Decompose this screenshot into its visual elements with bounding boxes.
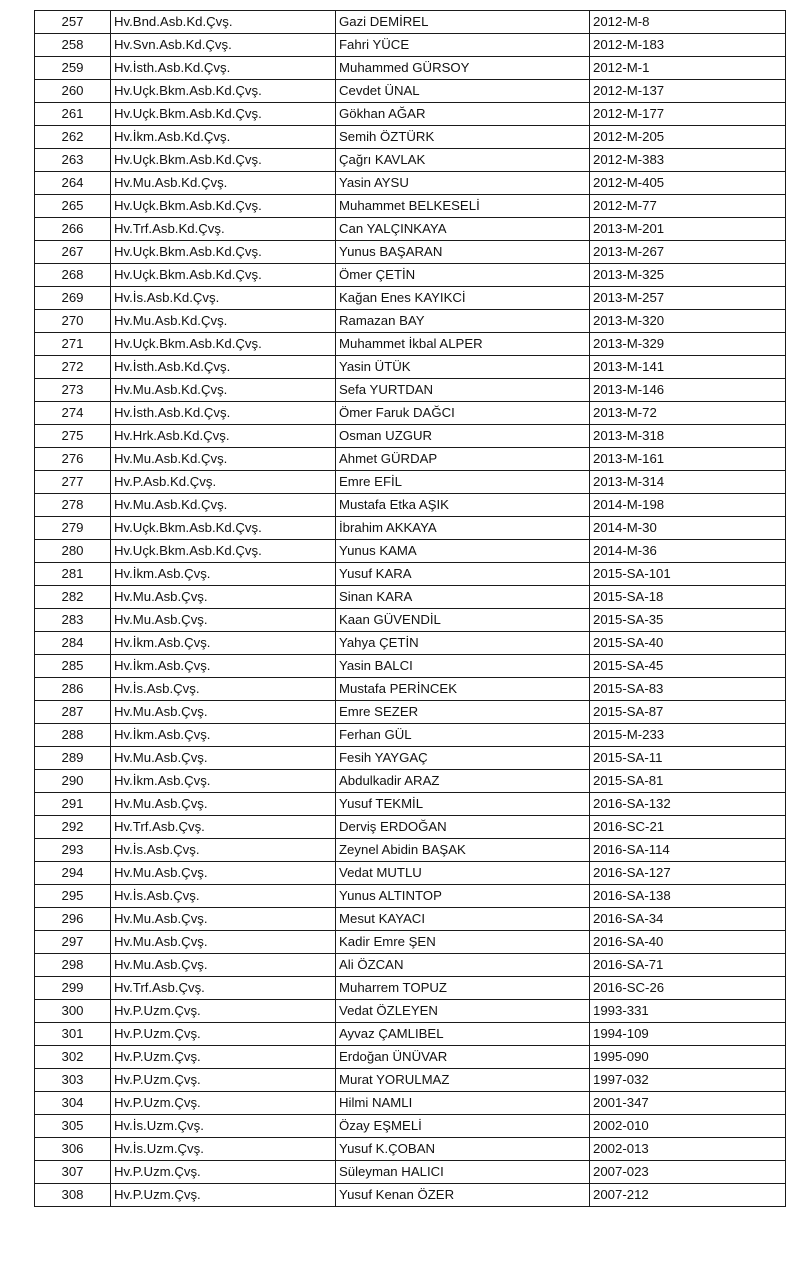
cell-row-number: 284	[35, 632, 111, 655]
cell-full-name: Can YALÇINKAYA	[336, 218, 590, 241]
cell-rank: Hv.P.Uzm.Çvş.	[111, 1184, 336, 1207]
cell-rank: Hv.İkm.Asb.Kd.Çvş.	[111, 126, 336, 149]
cell-full-name: Yusuf KARA	[336, 563, 590, 586]
cell-row-number: 272	[35, 356, 111, 379]
cell-full-name: Mustafa PERİNCEK	[336, 678, 590, 701]
cell-rank: Hv.Uçk.Bkm.Asb.Kd.Çvş.	[111, 149, 336, 172]
cell-registry-number: 2016-SA-40	[590, 931, 786, 954]
table-row	[35, 402, 786, 425]
cell-row-number: 259	[35, 57, 111, 80]
cell-row-number: 302	[35, 1046, 111, 1069]
cell-full-name: Yusuf TEKMİL	[336, 793, 590, 816]
cell-registry-number: 2015-SA-35	[590, 609, 786, 632]
cell-registry-number: 2002-010	[590, 1115, 786, 1138]
table-row	[35, 977, 786, 1000]
cell-full-name: Yahya ÇETİN	[336, 632, 590, 655]
table-row	[35, 34, 786, 57]
cell-row-number: 279	[35, 517, 111, 540]
cell-registry-number: 2015-SA-11	[590, 747, 786, 770]
table-row	[35, 241, 786, 264]
cell-full-name: Mesut KAYACI	[336, 908, 590, 931]
cell-row-number: 301	[35, 1023, 111, 1046]
table-row	[35, 57, 786, 80]
cell-full-name: Kağan Enes KAYIKCİ	[336, 287, 590, 310]
cell-rank: Hv.Mu.Asb.Kd.Çvş.	[111, 494, 336, 517]
cell-full-name: Yunus BAŞARAN	[336, 241, 590, 264]
cell-row-number: 262	[35, 126, 111, 149]
cell-rank: Hv.Hrk.Asb.Kd.Çvş.	[111, 425, 336, 448]
table-row	[35, 655, 786, 678]
cell-row-number: 292	[35, 816, 111, 839]
cell-rank: Hv.Trf.Asb.Çvş.	[111, 977, 336, 1000]
cell-row-number: 276	[35, 448, 111, 471]
cell-rank: Hv.P.Uzm.Çvş.	[111, 1092, 336, 1115]
cell-row-number: 308	[35, 1184, 111, 1207]
cell-full-name: Ayvaz ÇAMLIBEL	[336, 1023, 590, 1046]
cell-row-number: 266	[35, 218, 111, 241]
cell-full-name: Vedat ÖZLEYEN	[336, 1000, 590, 1023]
cell-row-number: 288	[35, 724, 111, 747]
cell-rank: Hv.İsth.Asb.Kd.Çvş.	[111, 356, 336, 379]
cell-row-number: 306	[35, 1138, 111, 1161]
cell-row-number: 299	[35, 977, 111, 1000]
cell-registry-number: 2013-M-201	[590, 218, 786, 241]
cell-registry-number: 2014-M-30	[590, 517, 786, 540]
cell-full-name: Cevdet ÜNAL	[336, 80, 590, 103]
cell-registry-number: 2016-SC-21	[590, 816, 786, 839]
table-row	[35, 586, 786, 609]
cell-rank: Hv.P.Uzm.Çvş.	[111, 1161, 336, 1184]
cell-rank: Hv.İs.Asb.Çvş.	[111, 678, 336, 701]
cell-full-name: Semih ÖZTÜRK	[336, 126, 590, 149]
cell-full-name: Emre SEZER	[336, 701, 590, 724]
cell-registry-number: 2012-M-8	[590, 11, 786, 34]
table-row	[35, 1000, 786, 1023]
cell-rank: Hv.Mu.Asb.Çvş.	[111, 609, 336, 632]
cell-full-name: Ömer ÇETİN	[336, 264, 590, 287]
table-row	[35, 632, 786, 655]
table-row	[35, 1161, 786, 1184]
cell-full-name: Yusuf Kenan ÖZER	[336, 1184, 590, 1207]
cell-full-name: Emre EFİL	[336, 471, 590, 494]
cell-registry-number: 2013-M-320	[590, 310, 786, 333]
cell-rank: Hv.İkm.Asb.Çvş.	[111, 655, 336, 678]
cell-row-number: 273	[35, 379, 111, 402]
table-row	[35, 356, 786, 379]
cell-full-name: Yasin BALCI	[336, 655, 590, 678]
cell-row-number: 282	[35, 586, 111, 609]
cell-registry-number: 2015-SA-83	[590, 678, 786, 701]
cell-rank: Hv.Uçk.Bkm.Asb.Kd.Çvş.	[111, 333, 336, 356]
cell-registry-number: 2012-M-383	[590, 149, 786, 172]
cell-rank: Hv.Mu.Asb.Çvş.	[111, 701, 336, 724]
cell-registry-number: 2013-M-318	[590, 425, 786, 448]
table-row	[35, 1184, 786, 1207]
cell-registry-number: 2007-023	[590, 1161, 786, 1184]
cell-full-name: Gökhan AĞAR	[336, 103, 590, 126]
cell-rank: Hv.İsth.Asb.Kd.Çvş.	[111, 402, 336, 425]
cell-full-name: Kadir Emre ŞEN	[336, 931, 590, 954]
cell-registry-number: 2012-M-137	[590, 80, 786, 103]
cell-rank: Hv.Mu.Asb.Çvş.	[111, 793, 336, 816]
cell-rank: Hv.Uçk.Bkm.Asb.Kd.Çvş.	[111, 80, 336, 103]
cell-row-number: 285	[35, 655, 111, 678]
cell-row-number: 270	[35, 310, 111, 333]
table-row	[35, 494, 786, 517]
table-row	[35, 471, 786, 494]
cell-full-name: Muhammet BELKESELİ	[336, 195, 590, 218]
personnel-table	[34, 10, 786, 1207]
cell-row-number: 297	[35, 931, 111, 954]
cell-registry-number: 2013-M-314	[590, 471, 786, 494]
cell-registry-number: 1993-331	[590, 1000, 786, 1023]
cell-row-number: 295	[35, 885, 111, 908]
table-row	[35, 609, 786, 632]
cell-row-number: 294	[35, 862, 111, 885]
cell-row-number: 283	[35, 609, 111, 632]
cell-rank: Hv.Bnd.Asb.Kd.Çvş.	[111, 11, 336, 34]
cell-rank: Hv.İs.Asb.Çvş.	[111, 839, 336, 862]
cell-full-name: Sefa YURTDAN	[336, 379, 590, 402]
cell-row-number: 257	[35, 11, 111, 34]
cell-full-name: Çağrı KAVLAK	[336, 149, 590, 172]
cell-row-number: 300	[35, 1000, 111, 1023]
table-row	[35, 724, 786, 747]
cell-rank: Hv.Mu.Asb.Kd.Çvş.	[111, 448, 336, 471]
cell-full-name: Yunus KAMA	[336, 540, 590, 563]
table-row	[35, 425, 786, 448]
cell-full-name: Sinan KARA	[336, 586, 590, 609]
cell-full-name: Muhammed GÜRSOY	[336, 57, 590, 80]
table-row	[35, 1069, 786, 1092]
cell-rank: Hv.Mu.Asb.Çvş.	[111, 586, 336, 609]
cell-registry-number: 2013-M-267	[590, 241, 786, 264]
cell-rank: Hv.Uçk.Bkm.Asb.Kd.Çvş.	[111, 241, 336, 264]
table-row	[35, 287, 786, 310]
cell-row-number: 268	[35, 264, 111, 287]
cell-row-number: 304	[35, 1092, 111, 1115]
cell-row-number: 260	[35, 80, 111, 103]
cell-full-name: Muharrem TOPUZ	[336, 977, 590, 1000]
cell-registry-number: 1995-090	[590, 1046, 786, 1069]
cell-rank: Hv.P.Uzm.Çvş.	[111, 1023, 336, 1046]
cell-full-name: Abdulkadir ARAZ	[336, 770, 590, 793]
cell-rank: Hv.Uçk.Bkm.Asb.Kd.Çvş.	[111, 517, 336, 540]
table-row	[35, 333, 786, 356]
cell-registry-number: 2015-SA-81	[590, 770, 786, 793]
cell-full-name: Erdoğan ÜNÜVAR	[336, 1046, 590, 1069]
table-row	[35, 448, 786, 471]
cell-registry-number: 2012-M-405	[590, 172, 786, 195]
cell-row-number: 274	[35, 402, 111, 425]
cell-row-number: 286	[35, 678, 111, 701]
cell-rank: Hv.Uçk.Bkm.Asb.Kd.Çvş.	[111, 103, 336, 126]
cell-rank: Hv.İkm.Asb.Çvş.	[111, 632, 336, 655]
cell-row-number: 290	[35, 770, 111, 793]
table-row	[35, 862, 786, 885]
cell-full-name: Ramazan BAY	[336, 310, 590, 333]
cell-row-number: 296	[35, 908, 111, 931]
table-row	[35, 816, 786, 839]
cell-row-number: 280	[35, 540, 111, 563]
cell-row-number: 275	[35, 425, 111, 448]
cell-rank: Hv.Mu.Asb.Çvş.	[111, 747, 336, 770]
table-row	[35, 126, 786, 149]
table-row	[35, 563, 786, 586]
cell-registry-number: 2012-M-205	[590, 126, 786, 149]
cell-rank: Hv.İkm.Asb.Çvş.	[111, 563, 336, 586]
cell-registry-number: 2016-SA-71	[590, 954, 786, 977]
cell-row-number: 263	[35, 149, 111, 172]
cell-rank: Hv.Svn.Asb.Kd.Çvş.	[111, 34, 336, 57]
table-row	[35, 310, 786, 333]
table-row	[35, 149, 786, 172]
cell-rank: Hv.Uçk.Bkm.Asb.Kd.Çvş.	[111, 540, 336, 563]
cell-row-number: 281	[35, 563, 111, 586]
cell-rank: Hv.Mu.Asb.Çvş.	[111, 931, 336, 954]
table-row	[35, 264, 786, 287]
cell-rank: Hv.İsth.Asb.Kd.Çvş.	[111, 57, 336, 80]
cell-full-name: Fahri YÜCE	[336, 34, 590, 57]
cell-full-name: Mustafa Etka AŞIK	[336, 494, 590, 517]
cell-registry-number: 2013-M-141	[590, 356, 786, 379]
cell-rank: Hv.İkm.Asb.Çvş.	[111, 770, 336, 793]
cell-row-number: 269	[35, 287, 111, 310]
cell-full-name: Vedat MUTLU	[336, 862, 590, 885]
table-row	[35, 218, 786, 241]
cell-row-number: 293	[35, 839, 111, 862]
cell-rank: Hv.Mu.Asb.Kd.Çvş.	[111, 310, 336, 333]
cell-full-name: Hilmi NAMLI	[336, 1092, 590, 1115]
table-row	[35, 747, 786, 770]
cell-rank: Hv.P.Uzm.Çvş.	[111, 1046, 336, 1069]
cell-registry-number: 2002-013	[590, 1138, 786, 1161]
table-row	[35, 678, 786, 701]
cell-rank: Hv.Trf.Asb.Çvş.	[111, 816, 336, 839]
table-row	[35, 701, 786, 724]
table-row	[35, 11, 786, 34]
cell-full-name: Özay EŞMELİ	[336, 1115, 590, 1138]
cell-rank: Hv.P.Asb.Kd.Çvş.	[111, 471, 336, 494]
table-row	[35, 908, 786, 931]
cell-row-number: 258	[35, 34, 111, 57]
cell-rank: Hv.Uçk.Bkm.Asb.Kd.Çvş.	[111, 264, 336, 287]
cell-rank: Hv.Mu.Asb.Çvş.	[111, 908, 336, 931]
table-row	[35, 103, 786, 126]
cell-full-name: Yunus ALTINTOP	[336, 885, 590, 908]
table-row	[35, 540, 786, 563]
cell-registry-number: 2016-SA-132	[590, 793, 786, 816]
cell-registry-number: 2013-M-329	[590, 333, 786, 356]
cell-full-name: Süleyman HALICI	[336, 1161, 590, 1184]
cell-registry-number: 2016-SA-34	[590, 908, 786, 931]
cell-registry-number: 1997-032	[590, 1069, 786, 1092]
table-row	[35, 1023, 786, 1046]
table-row	[35, 931, 786, 954]
cell-full-name: İbrahim AKKAYA	[336, 517, 590, 540]
cell-registry-number: 2013-M-72	[590, 402, 786, 425]
table-row	[35, 195, 786, 218]
cell-registry-number: 2014-M-198	[590, 494, 786, 517]
cell-rank: Hv.Uçk.Bkm.Asb.Kd.Çvş.	[111, 195, 336, 218]
cell-full-name: Ferhan GÜL	[336, 724, 590, 747]
personnel-table-body	[35, 11, 786, 1207]
cell-rank: Hv.Mu.Asb.Çvş.	[111, 954, 336, 977]
cell-registry-number: 2013-M-146	[590, 379, 786, 402]
cell-registry-number: 1994-109	[590, 1023, 786, 1046]
cell-registry-number: 2015-SA-87	[590, 701, 786, 724]
cell-registry-number: 2014-M-36	[590, 540, 786, 563]
cell-row-number: 278	[35, 494, 111, 517]
cell-rank: Hv.İs.Uzm.Çvş.	[111, 1115, 336, 1138]
table-row	[35, 172, 786, 195]
cell-full-name: Kaan GÜVENDİL	[336, 609, 590, 632]
cell-registry-number: 2001-347	[590, 1092, 786, 1115]
cell-full-name: Gazi DEMİREL	[336, 11, 590, 34]
cell-full-name: Ömer Faruk DAĞCI	[336, 402, 590, 425]
cell-registry-number: 2016-SC-26	[590, 977, 786, 1000]
cell-row-number: 261	[35, 103, 111, 126]
cell-row-number: 287	[35, 701, 111, 724]
cell-rank: Hv.P.Uzm.Çvş.	[111, 1000, 336, 1023]
cell-rank: Hv.P.Uzm.Çvş.	[111, 1069, 336, 1092]
cell-registry-number: 2016-SA-127	[590, 862, 786, 885]
table-row	[35, 954, 786, 977]
cell-row-number: 264	[35, 172, 111, 195]
cell-row-number: 265	[35, 195, 111, 218]
cell-registry-number: 2012-M-183	[590, 34, 786, 57]
table-row	[35, 1115, 786, 1138]
cell-registry-number: 2013-M-257	[590, 287, 786, 310]
cell-row-number: 289	[35, 747, 111, 770]
cell-full-name: Zeynel Abidin BAŞAK	[336, 839, 590, 862]
cell-registry-number: 2015-SA-18	[590, 586, 786, 609]
cell-full-name: Muhammet İkbal ALPER	[336, 333, 590, 356]
cell-registry-number: 2015-SA-40	[590, 632, 786, 655]
table-row	[35, 885, 786, 908]
cell-full-name: Murat YORULMAZ	[336, 1069, 590, 1092]
cell-full-name: Ali ÖZCAN	[336, 954, 590, 977]
cell-rank: Hv.Mu.Asb.Kd.Çvş.	[111, 172, 336, 195]
cell-full-name: Yasin ÜTÜK	[336, 356, 590, 379]
cell-full-name: Osman UZGUR	[336, 425, 590, 448]
cell-registry-number: 2007-212	[590, 1184, 786, 1207]
cell-registry-number: 2015-SA-101	[590, 563, 786, 586]
cell-rank: Hv.Mu.Asb.Kd.Çvş.	[111, 379, 336, 402]
cell-row-number: 303	[35, 1069, 111, 1092]
cell-registry-number: 2012-M-177	[590, 103, 786, 126]
cell-rank: Hv.İs.Uzm.Çvş.	[111, 1138, 336, 1161]
table-row	[35, 1046, 786, 1069]
cell-row-number: 305	[35, 1115, 111, 1138]
cell-rank: Hv.İs.Asb.Çvş.	[111, 885, 336, 908]
cell-rank: Hv.İkm.Asb.Çvş.	[111, 724, 336, 747]
cell-full-name: Yasin AYSU	[336, 172, 590, 195]
cell-registry-number: 2012-M-1	[590, 57, 786, 80]
cell-registry-number: 2016-SA-138	[590, 885, 786, 908]
table-row	[35, 1092, 786, 1115]
cell-registry-number: 2012-M-77	[590, 195, 786, 218]
cell-registry-number: 2013-M-161	[590, 448, 786, 471]
cell-full-name: Ahmet GÜRDAP	[336, 448, 590, 471]
cell-row-number: 267	[35, 241, 111, 264]
table-row	[35, 839, 786, 862]
cell-registry-number: 2016-SA-114	[590, 839, 786, 862]
cell-row-number: 277	[35, 471, 111, 494]
cell-full-name: Fesih YAYGAÇ	[336, 747, 590, 770]
cell-registry-number: 2013-M-325	[590, 264, 786, 287]
cell-row-number: 298	[35, 954, 111, 977]
cell-row-number: 271	[35, 333, 111, 356]
table-row	[35, 793, 786, 816]
table-row	[35, 517, 786, 540]
table-row	[35, 1138, 786, 1161]
cell-row-number: 307	[35, 1161, 111, 1184]
cell-rank: Hv.İs.Asb.Kd.Çvş.	[111, 287, 336, 310]
cell-rank: Hv.Mu.Asb.Çvş.	[111, 862, 336, 885]
table-row	[35, 770, 786, 793]
cell-full-name: Yusuf K.ÇOBAN	[336, 1138, 590, 1161]
cell-row-number: 291	[35, 793, 111, 816]
cell-registry-number: 2015-SA-45	[590, 655, 786, 678]
cell-rank: Hv.Trf.Asb.Kd.Çvş.	[111, 218, 336, 241]
cell-full-name: Derviş ERDOĞAN	[336, 816, 590, 839]
table-row	[35, 379, 786, 402]
cell-registry-number: 2015-M-233	[590, 724, 786, 747]
table-row	[35, 80, 786, 103]
